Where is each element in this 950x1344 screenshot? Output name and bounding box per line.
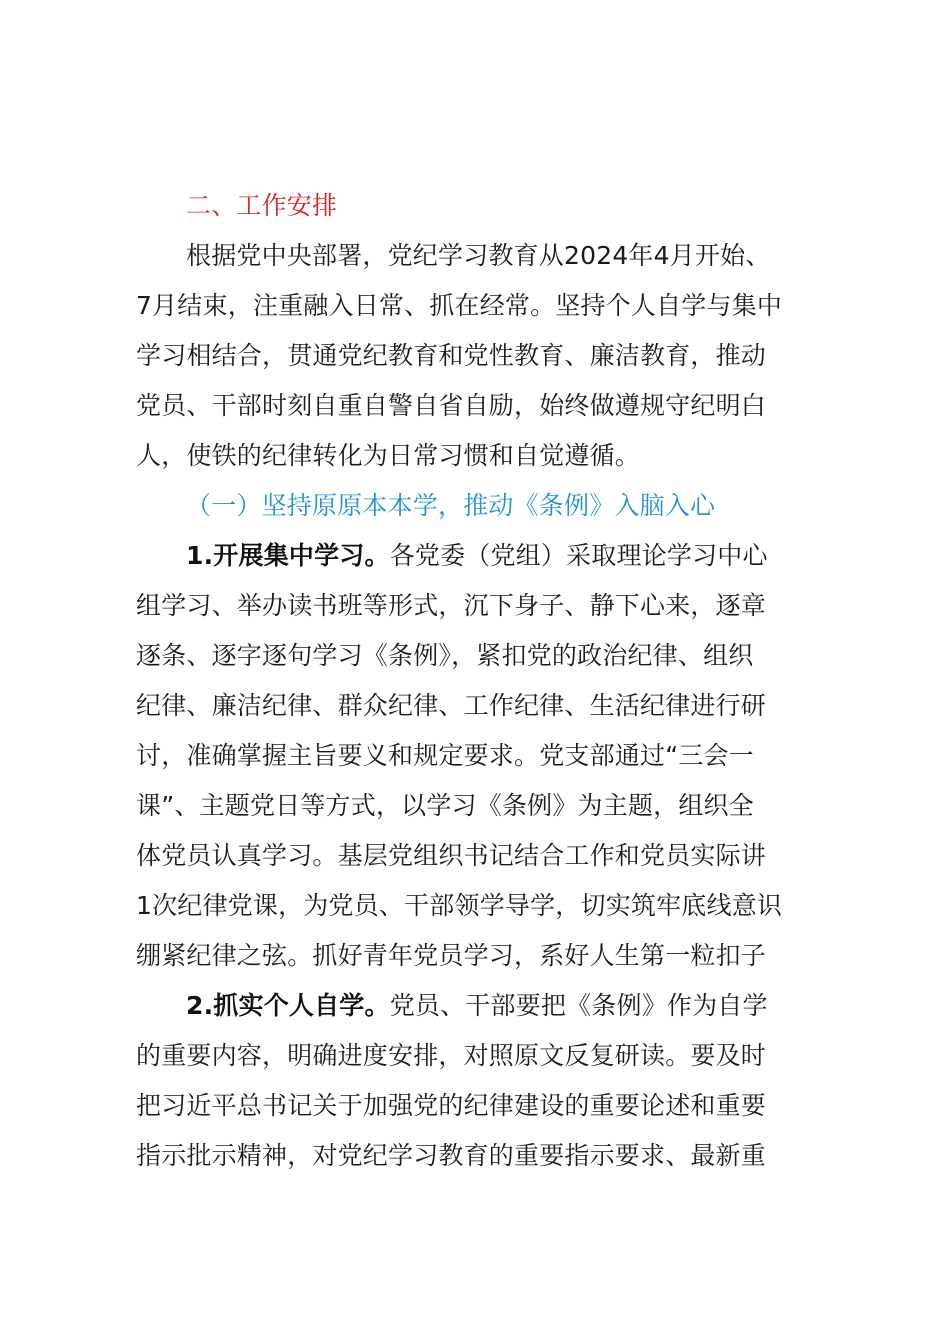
intro-line-4: 党员、干部时刻自重自警自省自励，始终做遵规守纪明白 (136, 391, 767, 420)
item1-line: 体党员认真学习。基层党组织书记结合工作和党员实际讲 (136, 841, 767, 870)
item1-line: 逐条、逐字逐句学习《条例》，紧扣党的政治纪律、组织 (136, 641, 754, 670)
item1-first-line (186, 540, 768, 572)
item2-first-line (186, 990, 768, 1022)
item1-line: 绷紧纪律之弦。抓好青年党员学习，系好人生第一粒扣子 (136, 941, 767, 970)
item2-line: 的重要内容，明确进度安排，对照原文反复研读。要及时 (136, 1041, 767, 1070)
item1-first-rest: 各党委（党组）采取理论学习中心 (389, 541, 768, 570)
item1-line: 纪律、廉洁纪律、群众纪律、工作纪律、生活纪律进行研 (136, 691, 767, 720)
intro-line-2: 7月结束，注重融入日常、抓在经常。坚持个人自学与集中 (136, 291, 783, 320)
item2-first-rest: 党员、干部要把《条例》作为自学 (389, 991, 768, 1020)
intro-line-1: 根据党中央部署，党纪学习教育从2024年4月开始、 (186, 241, 771, 270)
item1-line: 组学习、举办读书班等形式，沉下身子、静下心来，逐章 (136, 591, 767, 620)
item2-line: 指示批示精神，对党纪学习教育的重要指示要求、最新重 (136, 1141, 767, 1170)
intro-line-5: 人，使铁的纪律转化为日常习惯和自觉遵循。 (136, 441, 641, 470)
item1-title: 1.开展集中学习。 (186, 541, 390, 570)
section-heading: 二、工作安排 (186, 191, 338, 220)
item2-line: 把习近平总书记关于加强党的纪律建设的重要论述和重要 (136, 1091, 767, 1120)
item1-line: 讨，准确掌握主旨要义和规定要求。党支部通过“三会一 (136, 741, 754, 770)
intro-line-3: 学习相结合，贯通党纪教育和党性教育、廉洁教育，推动 (136, 341, 767, 370)
item2-title: 2.抓实个人自学。 (186, 991, 390, 1020)
subheading: （一）坚持原原本本学，推动《条例》入脑入心 (186, 491, 716, 520)
item1-line: 1次纪律党课，为党员、干部领学导学，切实筑牢底线意识 (136, 891, 783, 920)
item1-line: 课”、主题党日等方式，以学习《条例》为主题，组织全 (136, 791, 754, 820)
